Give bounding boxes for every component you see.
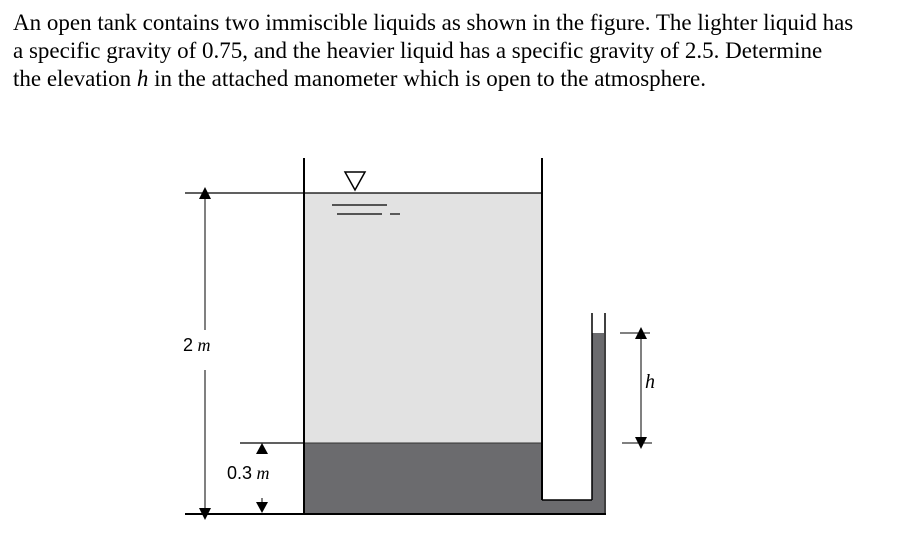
heavy-liquid-tank	[305, 443, 541, 513]
label-h: h	[645, 371, 655, 393]
problem-line-3-post: in the attached manometer which is open to the atmosphere.	[148, 66, 706, 91]
problem-line-1: An open tank contains two immiscible liquids as shown in the figure. The lighter liquid has	[13, 10, 854, 35]
problem-variable-h: h	[136, 66, 149, 91]
problem-line-2: a specific gravity of 0.75, and the heavier liquid has a specific gravity of 2.5. Determine	[13, 38, 823, 63]
label-0.3m: 0.3 m	[227, 463, 270, 483]
label-2m: 2 m	[183, 335, 211, 355]
problem-line-3-pre: the elevation	[13, 66, 137, 91]
heavy-liquid-manometer-leg	[592, 333, 604, 513]
light-liquid	[305, 193, 541, 443]
